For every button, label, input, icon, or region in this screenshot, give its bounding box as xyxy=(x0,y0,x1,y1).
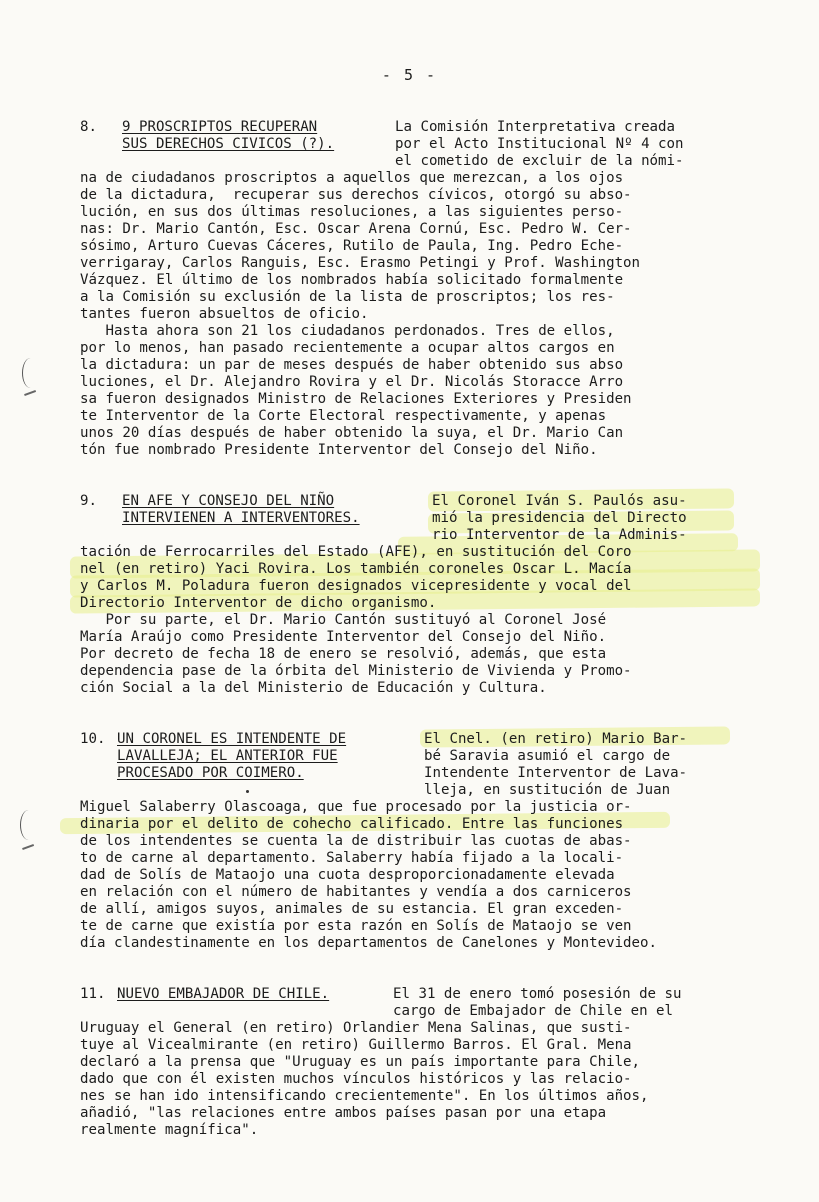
body-line: María Araújo como Presidente Interventor del Consejo del Niño. xyxy=(80,629,607,645)
body-line: de los intendentes se cuenta la de distribuir las cuotas de abas- xyxy=(80,833,632,849)
body-line: nel (en retiro) Yaci Rovira. Los también coroneles Oscar L. Macía xyxy=(80,561,632,577)
section-number: 8. xyxy=(80,119,97,135)
body-line: El Cnel. (en retiro) Mario Bar- xyxy=(424,731,688,747)
body-line: cargo de Embajador de Chile en el xyxy=(393,1003,674,1019)
body-line: rio Interventor de la Adminis- xyxy=(432,527,687,543)
body-line: na de ciudadanos proscriptos a aquellos que merezcan, a los ojos xyxy=(80,170,624,186)
section-heading: EN AFE Y CONSEJO DEL NIÑO xyxy=(122,493,335,509)
body-line: dinaria por el delito de cohecho calificado. Entre las funciones xyxy=(80,816,624,832)
section-number: 10. xyxy=(80,731,106,747)
body-line: Por su parte, el Dr. Mario Cantón sustituyó al Coronel José xyxy=(80,612,607,628)
section-number: 9. xyxy=(80,493,97,509)
ink-dot xyxy=(246,790,249,793)
body-line: verrigaray, Carlos Ranguis, Esc. Erasmo Petingi y Prof. Washington xyxy=(80,255,641,271)
body-line: te Interventor de la Corte Electoral respectivamente, y apenas xyxy=(80,408,607,424)
section-heading: LAVALLEJA; EL ANTERIOR FUE xyxy=(117,748,338,764)
body-line: dependencia pase de la órbita del Ministerio de Vivienda y Promo- xyxy=(80,663,632,679)
margin-tick-mark xyxy=(24,390,36,396)
body-line: el cometido de excluir de la nómi- xyxy=(395,153,684,169)
section-heading: UN CORONEL ES INTENDENTE DE xyxy=(117,731,347,747)
body-line: Intendente Interventor de Lava- xyxy=(424,765,688,781)
section-heading: INTERVIENEN A INTERVENTORES. xyxy=(122,510,360,526)
body-line: Vázquez. El último de los nombrados había solicitado formalmente xyxy=(80,272,624,288)
body-line: Directorio Interventor de dicho organismo. xyxy=(80,595,437,611)
body-line: sa fueron designados Ministro de Relaciones Exteriores y Presiden xyxy=(80,391,632,407)
body-line: El 31 de enero tomó posesión de su xyxy=(393,986,682,1002)
body-line: añadió, "las relaciones entre ambos países pasan por una etapa xyxy=(80,1105,607,1121)
body-line: la dictadura: un par de meses después de haber obtenido sus abso xyxy=(80,357,624,373)
body-line: a la Comisión su exclusión de la lista de proscriptos; los res- xyxy=(80,289,615,305)
body-line: dado que con él existen muchos vínculos históricos y las relacio- xyxy=(80,1071,632,1087)
body-line: en relación con el número de habitantes y vendía a dos carniceros xyxy=(80,884,632,900)
body-line: dad de Solís de Mataojo una cuota desproporcionadamente elevada xyxy=(80,867,615,883)
section-heading: NUEVO EMBAJADOR DE CHILE. xyxy=(117,986,330,1002)
body-line: de la dictadura, recuperar sus derechos cívicos, otorgó su abso- xyxy=(80,187,632,203)
body-line: Uruguay el General (en retiro) Orlandier Mena Salinas, que susti- xyxy=(80,1020,632,1036)
body-line: La Comisión Interpretativa creada xyxy=(395,119,676,135)
body-line: tantes fueron absueltos de oficio. xyxy=(80,306,369,322)
body-line: tón fue nombrado Presidente Interventor del Consejo del Niño. xyxy=(80,442,598,458)
body-line: declaró a la prensa que "Uruguay es un país importante para Chile, xyxy=(80,1054,641,1070)
margin-bracket-mark xyxy=(22,358,39,388)
margin-bracket-mark xyxy=(20,810,37,840)
body-line: ción Social a la del Ministerio de Educación y Cultura. xyxy=(80,680,547,696)
body-line: bé Saravia asumió el cargo de xyxy=(424,748,671,764)
body-line: lleja, en sustitución de Juan xyxy=(424,782,671,798)
body-line: tuye al Vicealmirante (en retiro) Guillermo Barros. El Gral. Mena xyxy=(80,1037,632,1053)
body-line: por el Acto Institucional Nº 4 con xyxy=(395,136,684,152)
page-number: - 5 - xyxy=(381,66,438,84)
body-line: to de carne al departamento. Salaberry había fijado a la locali- xyxy=(80,850,624,866)
body-line: y Carlos M. Poladura fueron designados vicepresidente y vocal del xyxy=(80,578,632,594)
body-line: de allí, amigos suyos, animales de su estancia. El gran exceden- xyxy=(80,901,624,917)
section-heading: SUS DERECHOS CIVICOS (?). xyxy=(122,136,335,152)
section-heading: 9 PROSCRIPTOS RECUPERAN xyxy=(122,119,318,135)
body-line: sósimo, Arturo Cuevas Cáceres, Rutilo de Paula, Ing. Pedro Eche- xyxy=(80,238,624,254)
body-line: mió la presidencia del Directo xyxy=(432,510,687,526)
body-line: te de carne que existía por esta razón en Solís de Mataojo se ven xyxy=(80,918,632,934)
body-line: unos 20 días después de haber obtenido la suya, el Dr. Mario Can xyxy=(80,425,624,441)
body-line: Miguel Salaberry Olascoaga, que fue procesado por la justicia or- xyxy=(80,799,632,815)
body-line: nes se han ido intensificando crecientemente". En los últimos años, xyxy=(80,1088,649,1104)
body-line: realmente magnífica". xyxy=(80,1122,259,1138)
body-line: día clandestinamente en los departamentos de Canelones y Montevideo. xyxy=(80,935,657,951)
body-line: luciones, el Dr. Alejandro Rovira y el Dr. Nicolás Storacce Arro xyxy=(80,374,624,390)
body-line: Hasta ahora son 21 los ciudadanos perdonados. Tres de ellos, xyxy=(80,323,615,339)
body-line: Por decreto de fecha 18 de enero se resolvió, además, que esta xyxy=(80,646,607,662)
body-line: por lo menos, han pasado recientemente a ocupar altos cargos en xyxy=(80,340,615,356)
body-line: nas: Dr. Mario Cantón, Esc. Oscar Arena Cornú, Esc. Pedro W. Cer- xyxy=(80,221,632,237)
body-line: El Coronel Iván S. Paulós asu- xyxy=(432,493,687,509)
body-line: lución, en sus dos últimas resoluciones, a las siguientes perso- xyxy=(80,204,624,220)
body-line: tación de Ferrocarriles del Estado (AFE), en sustitución del Coro xyxy=(80,544,632,560)
section-heading: PROCESADO POR COIMERO. xyxy=(117,765,304,781)
section-number: 11. xyxy=(80,986,106,1002)
margin-tick-mark xyxy=(22,844,34,850)
